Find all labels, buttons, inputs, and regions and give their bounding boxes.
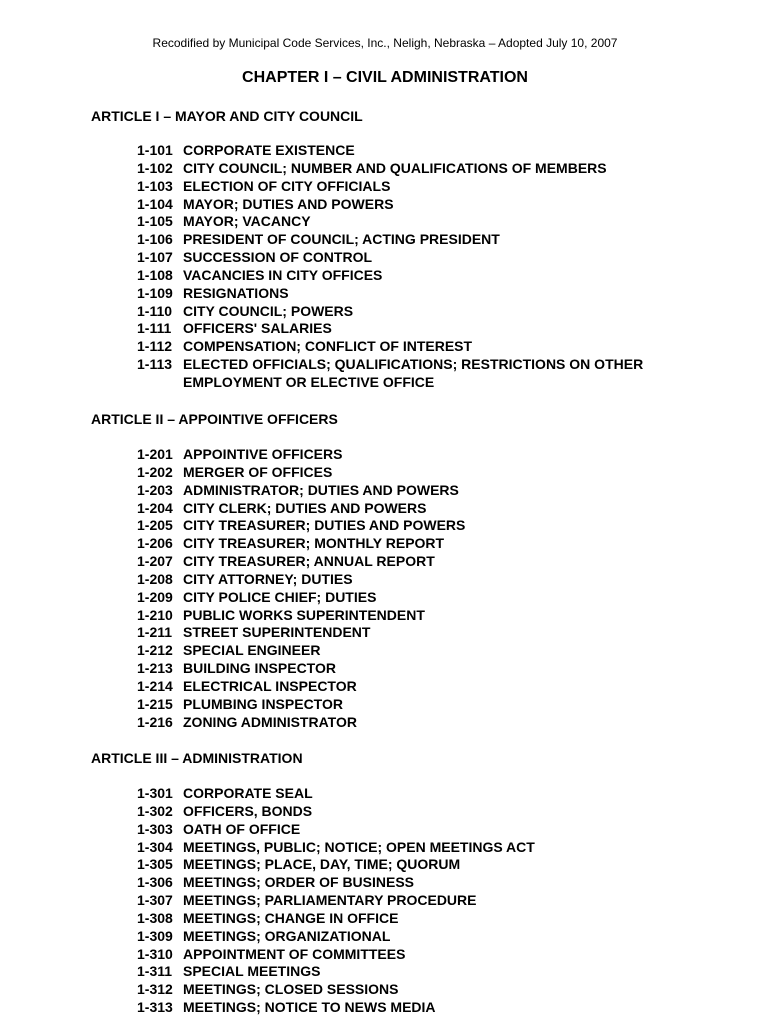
section-number: 1-210 [137,606,173,623]
section-item [137,535,653,553]
section-item [137,160,653,178]
section-title: CITY COUNCIL; NUMBER AND QUALIFICATIONS OF MEMBERS [183,159,607,176]
section-item [137,981,653,999]
section-title: PLUMBING INSPECTOR [183,695,343,712]
section-title: STREET SUPERINTENDENT [183,624,371,641]
section-item [137,464,653,482]
article-2-section-list [137,446,653,732]
section-item [137,285,653,303]
section-number: 1-104 [137,195,173,212]
section-title: APPOINTMENT OF COMMITTEES [183,945,406,962]
article-3-heading: ARTICLE III – ADMINISTRATION [91,750,303,766]
section-item [137,267,653,285]
section-number: 1-310 [137,945,173,962]
section-title: CITY COUNCIL; POWERS [183,302,354,319]
section-item [137,839,653,857]
section-number: 1-312 [137,981,173,998]
section-number: 1-202 [137,463,173,480]
section-title: ZONING ADMINISTRATOR [183,713,357,730]
section-title: SPECIAL MEETINGS [183,963,321,980]
section-item [137,482,653,500]
section-item [137,714,653,732]
section-title: MAYOR; VACANCY [183,213,311,230]
section-item [137,196,653,214]
section-title: CITY ATTORNEY; DUTIES [183,570,353,587]
article-1-heading: ARTICLE I – MAYOR AND CITY COUNCIL [91,108,363,124]
section-item [137,178,653,196]
section-title: OFFICERS, BONDS [183,802,313,819]
section-number: 1-301 [137,785,173,801]
section-number: 1-307 [137,892,173,909]
section-title: MEETINGS; PLACE, DAY, TIME; QUORUM [183,856,461,873]
section-number: 1-311 [137,963,173,980]
section-item [137,660,653,678]
section-item [137,517,653,535]
section-item [137,821,653,839]
section-title: BUILDING INSPECTOR [183,660,336,677]
section-title: ADMINISTRATOR; DUTIES AND POWERS [183,481,459,498]
section-title: SPECIAL ENGINEER [183,642,321,659]
section-title: MEETINGS; PARLIAMENTARY PROCEDURE [183,892,477,909]
section-number: 1-110 [137,302,173,319]
section-number: 1-108 [137,266,173,283]
section-item [137,928,653,946]
section-number: 1-107 [137,249,173,266]
section-title: PUBLIC WORKS SUPERINTENDENT [183,606,425,623]
section-number: 1-112 [137,338,173,355]
section-title: CITY TREASURER; DUTIES AND POWERS [183,517,466,534]
section-number: 1-313 [137,999,173,1016]
section-number: 1-111 [137,320,172,337]
section-number: 1-214 [137,677,173,694]
article-3-section-list [137,785,653,1017]
section-title: COMPENSATION; CONFLICT OF INTEREST [183,338,473,355]
section-number: 1-205 [137,517,173,534]
section-title: MAYOR; DUTIES AND POWERS [183,195,394,212]
section-item [137,320,653,338]
section-item [137,678,653,696]
section-item [137,696,653,714]
section-item [137,303,653,321]
section-number: 1-207 [137,553,173,570]
section-title: MEETINGS; ORGANIZATIONAL [183,927,391,944]
section-title: CORPORATE SEAL [183,785,313,801]
section-title: MEETINGS; CHANGE IN OFFICE [183,909,399,926]
section-number: 1-215 [137,695,173,712]
section-title: SUCCESSION OF CONTROL [183,249,373,266]
section-item [137,624,653,642]
section-number: 1-203 [137,481,173,498]
section-number: 1-106 [137,231,173,248]
section-item [137,999,653,1017]
article-1-section-list [137,142,653,392]
section-number: 1-212 [137,642,173,659]
section-number: 1-216 [137,713,173,730]
section-item [137,607,653,625]
section-title: MEETINGS; NOTICE TO NEWS MEDIA [183,999,436,1016]
section-title: CITY POLICE CHIEF; DUTIES [183,588,377,605]
section-title: VACANCIES IN CITY OFFICES [183,266,383,283]
section-item [137,874,653,892]
section-title: MEETINGS; CLOSED SESSIONS [183,981,399,998]
section-number: 1-103 [137,177,173,194]
section-title: PRESIDENT OF COUNCIL; ACTING PRESIDENT [183,231,500,248]
section-item [137,856,653,874]
section-item [137,249,653,267]
section-title: MEETINGS, PUBLIC; NOTICE; OPEN MEETINGS ACT [183,838,535,855]
section-item [137,231,653,249]
section-number: 1-305 [137,856,173,873]
section-item [137,356,653,392]
section-item [137,785,653,803]
section-item [137,213,653,231]
section-number: 1-208 [137,570,173,587]
section-title: ELECTION OF CITY OFFICIALS [183,177,391,194]
section-title: CITY CLERK; DUTIES AND POWERS [183,499,427,516]
section-number: 1-306 [137,874,173,891]
section-title: RESIGNATIONS [183,284,289,301]
section-number: 1-201 [137,446,173,462]
section-item [137,642,653,660]
section-item [137,589,653,607]
section-number: 1-302 [137,802,173,819]
section-number: 1-209 [137,588,173,605]
section-item [137,946,653,964]
section-title: OATH OF OFFICE [183,820,301,837]
section-number: 1-101 [137,142,173,158]
section-number: 1-206 [137,535,173,552]
section-item [137,910,653,928]
section-item [137,446,653,464]
section-item [137,142,653,160]
section-title: CITY TREASURER; MONTHLY REPORT [183,535,445,552]
section-number: 1-109 [137,284,173,301]
section-title: APPOINTIVE OFFICERS [183,446,343,462]
section-item [137,338,653,356]
section-number: 1-213 [137,660,173,677]
section-number: 1-303 [137,820,173,837]
section-item [137,963,653,981]
section-title: CORPORATE EXISTENCE [183,142,355,158]
section-item [137,500,653,518]
section-item [137,803,653,821]
section-number: 1-304 [137,838,173,855]
section-number: 1-309 [137,927,173,944]
chapter-title: CHAPTER I – CIVIL ADMINISTRATION [242,69,528,86]
section-number: 1-211 [137,624,173,641]
section-number: 1-102 [137,159,173,176]
section-title: ELECTED OFFICIALS; QUALIFICATIONS; RESTRICTIONS ON OTHER EMPLOYMENT OR ELECTIVE OFFICE [183,356,644,390]
section-number: 1-204 [137,499,173,516]
header-note: Recodified by Municipal Code Services, Inc., Neligh, Nebraska – Adopted July 10, 2007 [152,36,618,50]
section-title: ELECTRICAL INSPECTOR [183,677,357,694]
article-2-heading: ARTICLE II – APPOINTIVE OFFICERS [91,411,338,427]
section-number: 1-113 [137,356,173,373]
section-title: MEETINGS; ORDER OF BUSINESS [183,874,415,891]
section-item [137,892,653,910]
section-number: 1-308 [137,909,173,926]
section-title: CITY TREASURER; ANNUAL REPORT [183,553,435,570]
section-item [137,571,653,589]
section-item [137,553,653,571]
section-title: MERGER OF OFFICES [183,463,333,480]
section-title: OFFICERS' SALARIES [183,320,332,337]
section-number: 1-105 [137,213,173,230]
